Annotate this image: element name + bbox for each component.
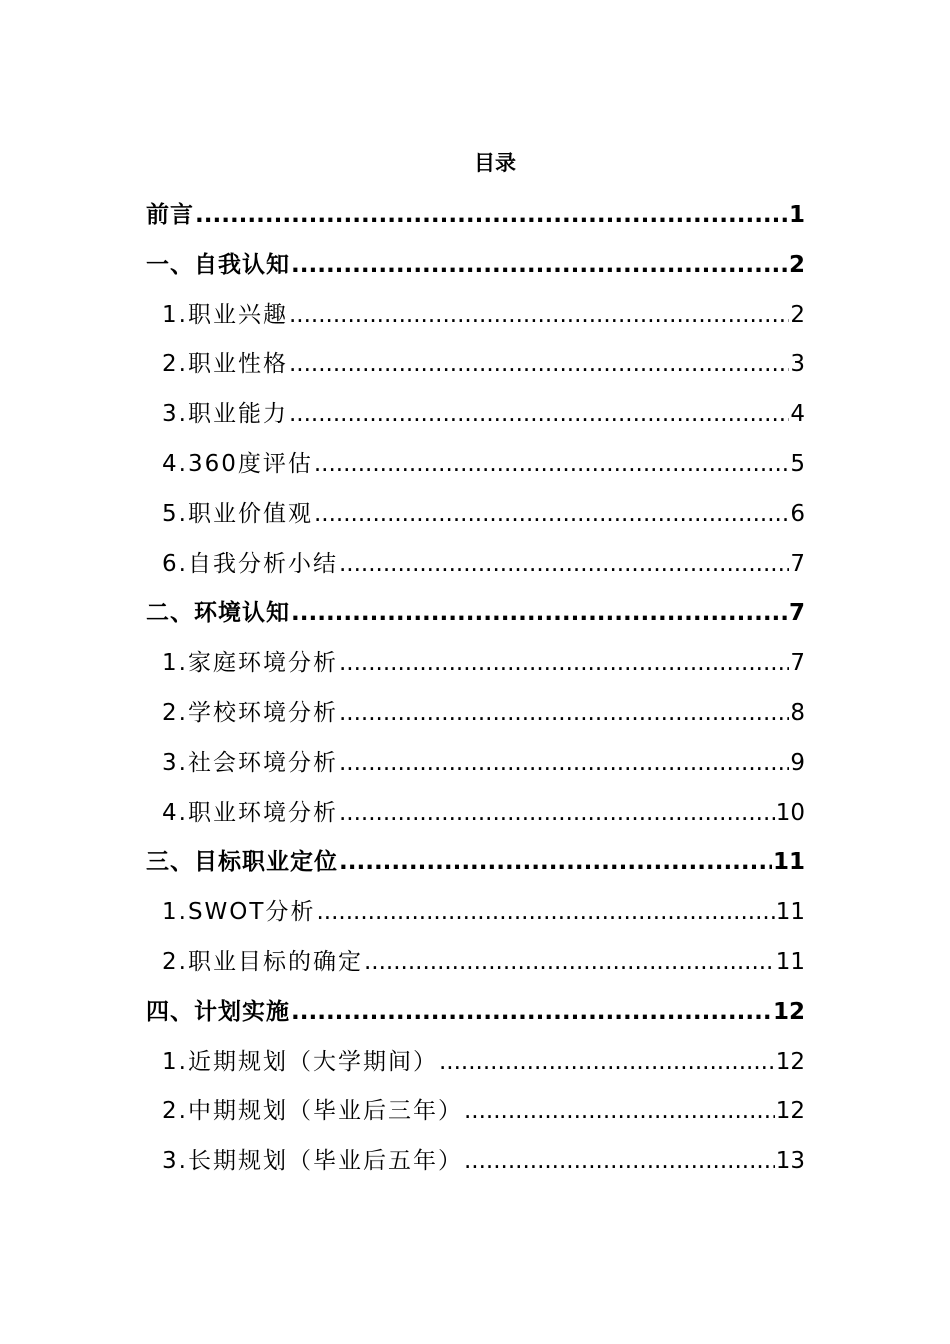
toc-entry-subsection[interactable]	[146, 646, 805, 696]
dot-leader	[291, 248, 788, 282]
toc-entry-subsection[interactable]	[146, 547, 805, 597]
dot-leader	[339, 646, 789, 680]
toc-entry-section-4[interactable]	[146, 995, 805, 1045]
dot-leader	[339, 547, 789, 581]
dot-leader	[364, 945, 775, 979]
toc-entry-label: 前言	[146, 202, 194, 228]
toc-entry-subsection[interactable]	[146, 1045, 805, 1095]
toc-page-number: 9	[790, 749, 805, 776]
toc-entry-label: 1.近期规划（大学期间）	[162, 1048, 438, 1075]
dot-leader	[314, 497, 789, 531]
toc-entry-label: 3.社会环境分析	[162, 749, 338, 776]
dot-leader	[339, 746, 789, 780]
toc-page-number: 5	[790, 450, 805, 477]
toc-entry-label: 2.中期规划（毕业后三年）	[162, 1098, 463, 1125]
toc-page-number: 12	[775, 1048, 805, 1075]
toc-entry-label: 2.职业性格	[162, 351, 288, 378]
toc-page-number: 1	[788, 202, 805, 228]
toc-page-number: 8	[790, 699, 805, 726]
toc-page-number: 11	[775, 899, 805, 926]
toc-entry-subsection[interactable]	[146, 497, 805, 547]
dot-leader	[316, 895, 774, 929]
toc-entry-label: 1.SWOT分析	[162, 899, 316, 926]
toc-entry-label: 4.360度评估	[162, 450, 313, 477]
dot-leader	[439, 1045, 775, 1079]
toc-entry-subsection[interactable]	[146, 696, 805, 746]
toc-entry-label: 1.家庭环境分析	[162, 650, 338, 677]
toc-entry-label: 3.职业能力	[162, 401, 288, 428]
dot-leader	[339, 796, 775, 830]
toc-entry-label: 1.职业兴趣	[162, 301, 288, 328]
toc-entry-subsection[interactable]	[146, 447, 805, 497]
toc-entry-label: 2.学校环境分析	[162, 699, 338, 726]
dot-leader	[195, 198, 788, 232]
toc-page-number: 12	[775, 1098, 805, 1125]
toc-page-number: 4	[790, 401, 805, 428]
toc-entry-section-3[interactable]	[146, 845, 805, 895]
toc-entry-subsection[interactable]	[146, 397, 805, 447]
toc-page-number: 7	[790, 650, 805, 677]
toc-entry-section-2[interactable]	[146, 596, 805, 646]
dot-leader	[464, 1094, 775, 1128]
table-of-contents	[146, 198, 805, 1194]
toc-entry-subsection[interactable]	[146, 895, 805, 945]
toc-page-number: 3	[790, 351, 805, 378]
toc-page-number: 10	[775, 799, 805, 826]
toc-page-number: 12	[772, 998, 805, 1025]
toc-page-number: 7	[788, 600, 805, 627]
dot-leader	[291, 995, 772, 1029]
toc-page-number: 6	[790, 500, 805, 527]
dot-leader	[289, 347, 789, 381]
toc-entry-subsection[interactable]	[146, 1094, 805, 1144]
toc-entry-subsection[interactable]	[146, 746, 805, 796]
toc-page-number: 11	[772, 849, 805, 876]
toc-entry-label: 6.自我分析小结	[162, 550, 338, 577]
toc-entry-label: 5.职业价值观	[162, 500, 313, 527]
toc-entry-label: 一、自我认知	[146, 251, 290, 278]
toc-entry-label: 2.职业目标的确定	[162, 948, 363, 975]
toc-entry-label: 3.长期规划（毕业后五年）	[162, 1148, 463, 1175]
toc-entry-subsection[interactable]	[146, 298, 805, 348]
toc-entry-label: 二、环境认知	[146, 600, 290, 627]
dot-leader	[289, 397, 789, 431]
toc-entry-preface[interactable]	[146, 198, 805, 248]
toc-entry-label: 4.职业环境分析	[162, 799, 338, 826]
toc-entry-subsection[interactable]	[146, 945, 805, 995]
toc-page-number: 13	[775, 1148, 805, 1175]
dot-leader	[464, 1144, 775, 1178]
toc-entry-subsection[interactable]	[146, 347, 805, 397]
toc-page-number: 2	[788, 251, 805, 278]
toc-page-number: 7	[790, 550, 805, 577]
dot-leader	[339, 696, 789, 730]
toc-title: 目录	[474, 151, 516, 175]
dot-leader	[339, 845, 772, 879]
toc-entry-label: 三、目标职业定位	[146, 849, 338, 876]
toc-entry-subsection[interactable]	[146, 796, 805, 846]
dot-leader	[289, 298, 789, 332]
dot-leader	[291, 596, 788, 630]
toc-entry-label: 四、计划实施	[146, 998, 290, 1025]
toc-entry-section-1[interactable]	[146, 248, 805, 298]
toc-page-number: 11	[775, 948, 805, 975]
toc-entry-subsection[interactable]	[146, 1144, 805, 1194]
dot-leader	[314, 447, 790, 481]
toc-page-number: 2	[790, 301, 805, 328]
